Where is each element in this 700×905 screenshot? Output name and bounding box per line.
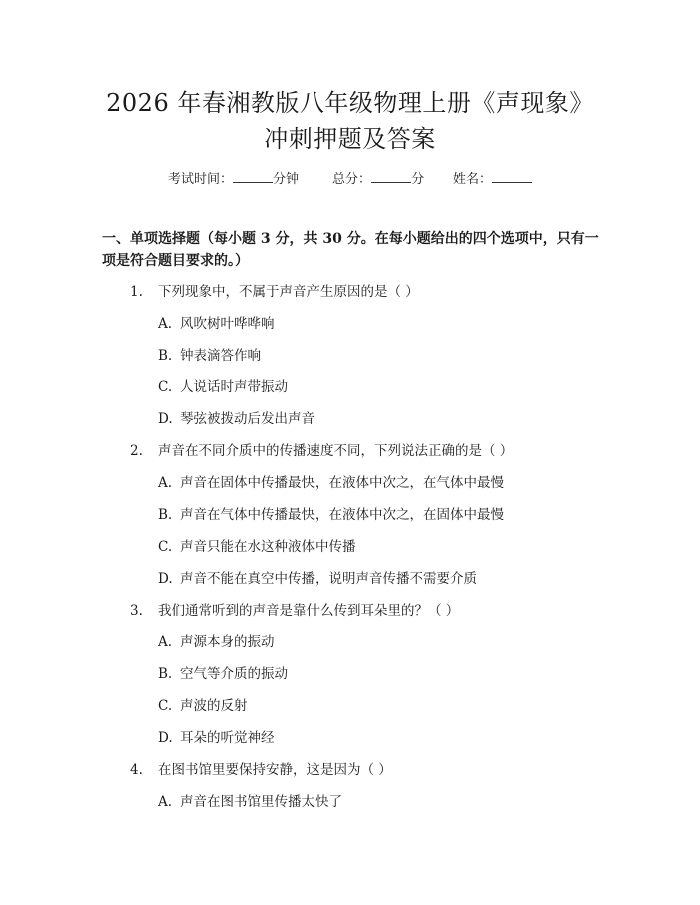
total-score-unit: 分 [411,172,425,187]
option-text: 声音在气体中传播最快，在液体中次之，在固体中最慢 [180,507,504,523]
option-text: 人说话时声带振动 [180,379,288,395]
option-text: 琴弦被拨动后发出声音 [180,411,315,427]
option-letter: D. [158,411,173,427]
question-1-option-b [158,346,261,366]
section-heading-single-choice: 一、单项选择题（每小题 3 分，共 30 分。在每小题给出的四个选项中，只有一项是符合题目要求的。） [102,231,599,269]
option-text: 声音只能在水这种液体中传播 [180,539,356,555]
total-score-label: 总分： [332,172,372,187]
option-text: 声音不能在真空中传播，说明声音传播不需要介质 [180,571,477,587]
question-number: 2. [130,443,143,459]
question-1-option-c [158,377,288,397]
exam-time-label: 考试时间： [167,172,233,187]
question-1-option-a [158,314,275,334]
option-text: 钟表滴答作响 [180,348,261,364]
question-3-option-b [158,664,288,684]
exam-meta-line [0,168,700,190]
question-1 [130,282,419,302]
option-letter: C. [158,539,173,555]
option-text: 声源本身的振动 [180,634,275,650]
question-3-option-d [158,728,275,748]
question-text: 声音在不同介质中的传播速度不同，下列说法正确的是（ ） [158,443,514,459]
question-2-option-b [158,505,504,525]
question-3-option-c [158,696,248,716]
option-text: 声音在图书馆里传播太快了 [180,794,342,810]
question-3 [130,601,459,621]
question-2-option-d [158,569,477,589]
question-text: 我们通常听到的声音是靠什么传到耳朵里的？（ ） [158,603,460,619]
question-3-option-a [158,632,275,652]
option-letter: A. [158,794,173,810]
question-2 [130,441,513,461]
question-1-option-d [158,409,315,429]
option-letter: B. [158,666,173,682]
option-letter: B. [158,348,173,364]
exam-time-unit: 分钟 [272,172,299,187]
option-letter: A. [158,475,173,491]
option-letter: C. [158,379,173,395]
question-4 [130,760,392,780]
option-letter: D. [158,571,173,587]
document-title-line-2: 冲刺押题及答案 [264,125,436,153]
document-title-line-1: 2026 年春湘教版八年级物理上册《声现象》 [106,89,594,117]
name-label: 姓名： [453,172,493,187]
option-text: 声音在固体中传播最快，在液体中次之，在气体中最慢 [180,475,504,491]
option-text: 空气等介质的振动 [180,666,288,682]
total-score-blank[interactable] [371,168,411,183]
question-2-option-c [158,537,356,557]
option-letter: D. [158,730,173,746]
question-text: 在图书馆里要保持安静，这是因为（ ） [158,762,392,778]
question-text: 下列现象中，不属于声音产生原因的是（ ） [158,284,419,300]
exam-time-blank[interactable] [233,168,273,183]
question-2-option-a [158,473,504,493]
option-text: 声波的反射 [180,698,248,714]
question-number: 3. [130,603,143,619]
option-letter: A. [158,634,173,650]
option-text: 耳朵的听觉神经 [180,730,275,746]
question-number: 4. [130,762,143,778]
option-letter: C. [158,698,173,714]
option-letter: B. [158,507,173,523]
question-4-option-a [158,792,342,812]
question-number: 1. [130,284,143,300]
name-blank[interactable] [492,168,532,183]
option-text: 风吹树叶哗哗响 [180,316,275,332]
option-letter: A. [158,316,173,332]
